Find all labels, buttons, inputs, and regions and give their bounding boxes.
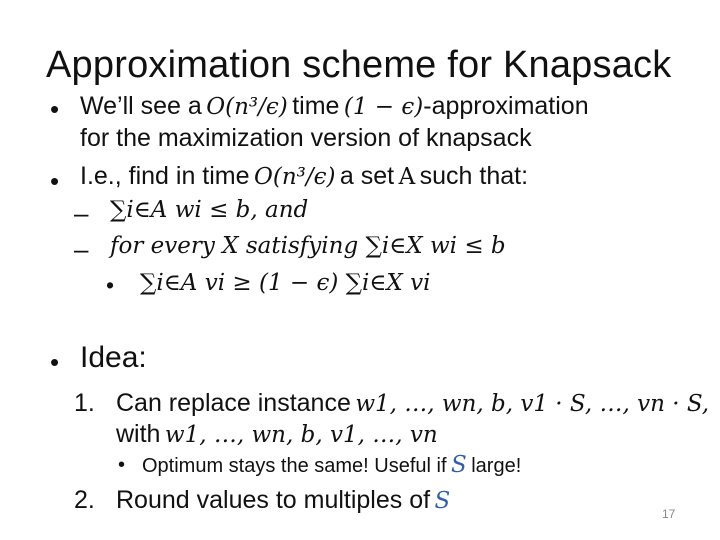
numbered-1-sub-s: S xyxy=(451,452,467,478)
numbered-2-text: Round values to multiples of xyxy=(116,486,431,514)
bullet-dot: • xyxy=(50,94,60,124)
numbered-1-instance-a: w1, …, wn, b, v1 · S, …, vn · S, xyxy=(355,391,710,417)
numbered-2-s: S xyxy=(434,488,451,514)
bullet-1-text-post: -approximation xyxy=(423,92,589,120)
idea-label: Idea: xyxy=(80,341,147,374)
numbered-1-instance-b: w1, …, wn, b, v1, …, vn xyxy=(164,422,438,448)
bullet-dot: • xyxy=(50,347,60,377)
numbered-1-line-1 xyxy=(116,389,709,418)
bullet-1-factor: (1 − ϵ) xyxy=(343,94,424,120)
bullet-2-set: A xyxy=(398,164,416,190)
dash-marker: – xyxy=(74,198,89,228)
bullet-dot: • xyxy=(50,166,60,196)
bullet-1-line-2: for the maximization version of knapsack xyxy=(80,124,532,152)
bullet-1-complexity: O(n³/ϵ) xyxy=(206,94,288,120)
dash-marker: – xyxy=(74,234,89,264)
subbullet-dot: • xyxy=(118,454,126,476)
bullet-2-text-mid: a set xyxy=(339,162,395,190)
subbullet-dot: • xyxy=(106,272,115,298)
numbered-1-label: 1. xyxy=(74,389,95,417)
numbered-1-sub-pre: Optimum stays the same! Useful if xyxy=(142,455,447,477)
bullet-1-text-pre: We’ll see a xyxy=(80,92,202,120)
subbullet-condition: ∑i∈A vi ≥ (1 − ϵ) ∑i∈X vi xyxy=(140,270,431,296)
slide-title: Approximation scheme for Knapsack xyxy=(46,44,672,86)
numbered-1-subbullet xyxy=(142,452,521,478)
bullet-1-text-mid: time xyxy=(292,92,340,120)
bullet-1-line-1 xyxy=(80,92,589,121)
dash-2-condition: for every X satisfying ∑i∈X wi ≤ b xyxy=(110,233,506,259)
bullet-2-complexity: O(n³/ϵ) xyxy=(253,164,336,190)
bullet-2-text-pre: I.e., find in time xyxy=(80,162,250,190)
numbered-2-line xyxy=(116,486,450,515)
numbered-1-line-2 xyxy=(116,420,438,449)
numbered-2-label: 2. xyxy=(74,486,95,514)
numbered-1-with: with xyxy=(116,420,161,448)
bullet-2-line xyxy=(80,162,528,191)
idea-heading xyxy=(80,341,147,375)
dash-1-condition: ∑i∈A wi ≤ b, and xyxy=(110,197,309,223)
bullet-2-text-post: such that: xyxy=(419,162,529,190)
numbered-1-sub-post: large! xyxy=(471,455,522,477)
page-number: 17 xyxy=(662,507,676,521)
numbered-1-text: Can replace instance xyxy=(116,389,351,417)
